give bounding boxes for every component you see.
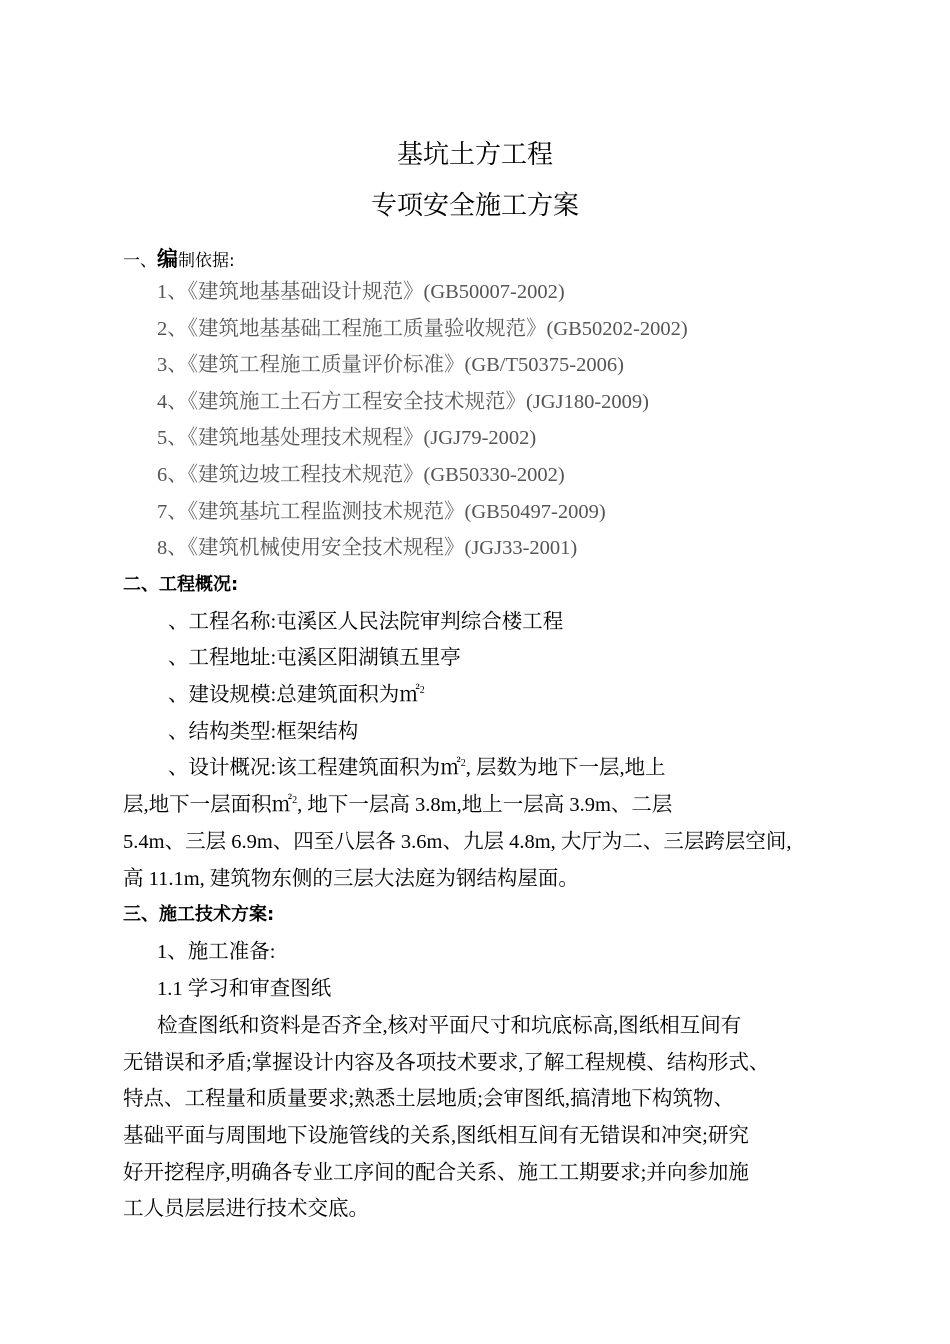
reference-item: 5、《建筑地基处理技术规程》(JGJ79-2002) [157, 427, 537, 449]
document-subtitle: 专项安全施工方案 [370, 191, 579, 221]
text-run: 、设计概况:该工程建筑面积为㎡ [168, 757, 461, 779]
section-heading-basis [123, 246, 235, 274]
subheading-preparation: 1、施工准备: [157, 941, 276, 963]
paragraph-line: 检查图纸和资料是否齐全,核对平面尺寸和坑底标高,图纸相互间有 [157, 1015, 742, 1037]
paragraph-line: 基础平面与周围地下设施管线的关系,图纸相互间有无错误和冲突;研究 [123, 1125, 749, 1147]
section-heading-rest: 制依据: [178, 251, 235, 271]
design-overview-line [168, 755, 666, 781]
text-run: , 地下一层高 3.8m,地上一层高 3.9m、二层 [297, 794, 673, 816]
superscript: 2 [419, 685, 425, 696]
reference-item: 4、《建筑施工土石方工程安全技术规范》(JGJ180-2009) [157, 391, 649, 413]
section-heading-technical: 三、施工技术方案: [123, 904, 275, 925]
text-run: 层,地下一层面积㎡ [123, 794, 293, 816]
section-number: 一、 [123, 251, 157, 271]
superscript: 2 [292, 795, 298, 806]
design-overview-line: 5.4m、三层 6.9m、四至八层各 3.6m、九层 4.8m, 大厅为二、三层跨层空间, [123, 831, 792, 853]
superscript: 2 [460, 758, 466, 769]
reference-item: 2、《建筑地基基础工程施工质量验收规范》(GB50202-2002) [157, 318, 688, 340]
paragraph-line: 好开挖程序,明确各专业工序间的配合关系、施工工期要求;并向参加施 [123, 1162, 749, 1184]
document-title: 基坑土方工程 [396, 140, 553, 170]
reference-item: 8、《建筑机械使用安全技术规程》(JGJ33-2001) [157, 537, 578, 559]
reference-item: 3、《建筑工程施工质量评价标准》(GB/T50375-2006) [157, 354, 624, 376]
project-scale-text: 、建设规模:总建筑面积为㎡ [168, 684, 420, 706]
section-heading-overview: 二、工程概况: [123, 574, 239, 595]
text-run: , 层数为地下一层,地上 [465, 757, 666, 779]
paragraph-line: 工人员层层进行技术交底。 [123, 1198, 369, 1220]
project-scale [168, 682, 425, 708]
section-heading-first-char: 编 [157, 247, 178, 271]
project-name: 、工程名称:屯溪区人民法院审判综合楼工程 [168, 611, 564, 633]
design-overview-line: 高 11.1m, 建筑物东侧的三层大法庭为钢结构屋面。 [123, 868, 579, 890]
reference-item: 6、《建筑边坡工程技术规范》(GB50330-2002) [157, 464, 565, 486]
paragraph-line: 特点、工程量和质量要求;熟悉土层地质;会审图纸,搞清地下构筑物、 [123, 1088, 735, 1110]
structure-type: 、结构类型:框架结构 [168, 721, 359, 743]
paragraph-line: 无错误和矛盾;掌握设计内容及各项技术要求,了解工程规模、结构形式、 [123, 1052, 770, 1074]
subheading-drawings: 1.1 学习和审查图纸 [157, 978, 332, 1000]
project-address: 、工程地址:屯溪区阳湖镇五里亭 [168, 647, 461, 669]
design-overview-line [123, 792, 672, 818]
reference-item: 7、《建筑基坑工程监测技术规范》(GB50497-2009) [157, 501, 606, 523]
reference-item: 1、《建筑地基基础设计规范》(GB50007-2002) [157, 281, 565, 303]
